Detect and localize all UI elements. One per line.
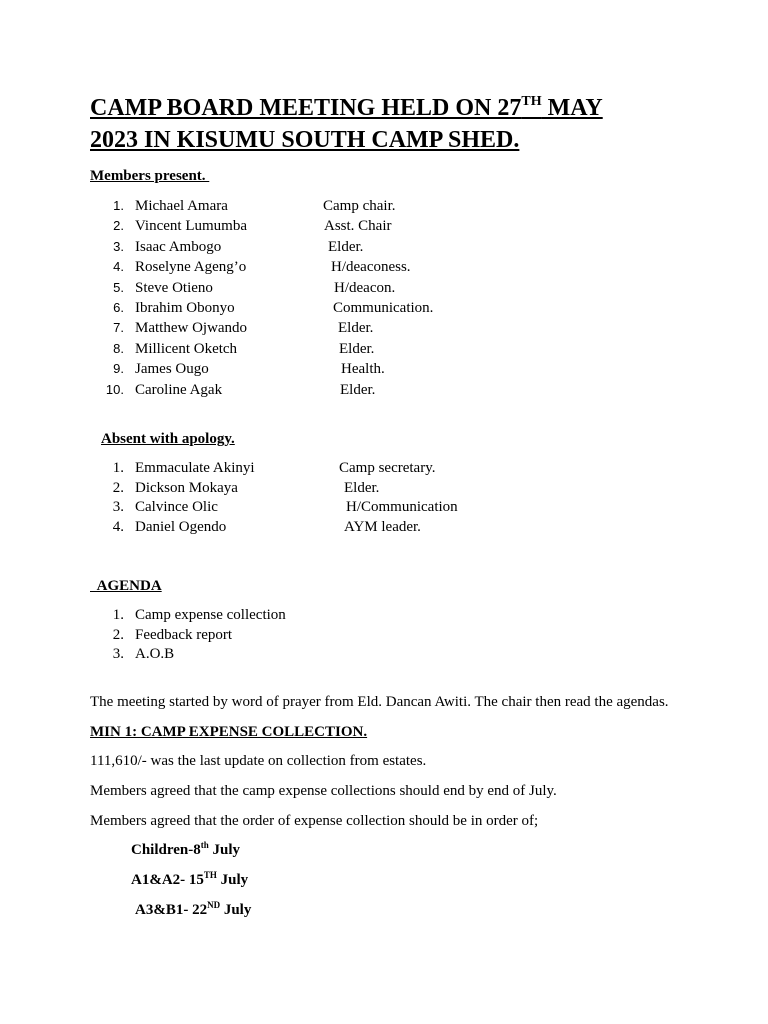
list-number: 1. xyxy=(112,460,124,476)
agenda-item-label: Camp expense collection xyxy=(135,607,286,623)
list-number: 2. xyxy=(112,626,124,643)
list-number: 9. xyxy=(113,361,124,377)
opening-paragraph: The meeting started by word of prayer from Eld. Dancan Awiti. The chair then read the agendas. xyxy=(90,694,669,710)
absent-heading: Absent with apology. xyxy=(101,431,235,447)
list-number: 1. xyxy=(112,607,124,623)
order-superscript: ND xyxy=(207,900,221,910)
members-present-heading: Members present. xyxy=(90,168,210,184)
member-name: Dickson Mokaya xyxy=(135,479,238,496)
collection-order-item xyxy=(135,902,251,919)
order-month: July xyxy=(216,872,249,888)
member-name: Ibrahim Obonyo xyxy=(135,299,235,316)
member-role: Health. xyxy=(341,361,385,378)
agenda-item-label: A.O.B xyxy=(135,646,175,662)
member-role: Elder. xyxy=(340,381,376,398)
member-name: Millicent Oketch xyxy=(135,340,238,357)
title-line1-superscript: TH xyxy=(521,94,542,109)
member-role: AYM leader. xyxy=(344,518,421,535)
agenda-heading: AGENDA xyxy=(90,578,162,594)
member-role: Elder. xyxy=(339,340,375,357)
document-title xyxy=(90,92,730,156)
member-role: Elder. xyxy=(328,238,364,255)
member-role: H/deacon. xyxy=(334,279,396,296)
title-line1-prefix: CAMP BOARD MEETING HELD ON 27 xyxy=(90,95,522,121)
list-number: 3. xyxy=(112,499,124,515)
member-name: Michael Amara xyxy=(135,198,228,214)
list-number: 4. xyxy=(113,259,124,275)
member-name: Matthew Ojwando xyxy=(135,320,248,337)
order-month: July xyxy=(208,842,241,858)
member-name: Steve Otieno xyxy=(135,279,213,296)
member-name: Emmaculate Akinyi xyxy=(135,460,255,476)
member-role: Camp secretary. xyxy=(339,460,436,476)
member-name: Isaac Ambogo xyxy=(135,238,222,255)
member-role: Elder. xyxy=(344,479,380,496)
collection-order-item xyxy=(131,842,240,859)
list-number: 6. xyxy=(113,299,124,315)
list-number: 4. xyxy=(112,518,124,535)
list-number: 8. xyxy=(113,340,124,356)
min1-paragraph-1: 111,610/- was the last update on collection from estates. xyxy=(90,753,427,769)
order-label: A1&A2- 15 xyxy=(131,872,204,888)
agenda-item-label: Feedback report xyxy=(135,626,233,643)
order-month: July xyxy=(220,902,252,918)
list-number: 10. xyxy=(105,381,124,397)
member-role: H/Communication xyxy=(346,499,458,515)
list-number: 3. xyxy=(113,238,124,254)
member-name: James Ougo xyxy=(135,361,209,378)
list-number: 2. xyxy=(112,479,124,496)
list-number: 7. xyxy=(113,320,124,336)
order-superscript: th xyxy=(200,840,209,850)
order-label: A3&B1- 22 xyxy=(135,902,208,918)
member-role: H/deaconess. xyxy=(331,259,411,276)
member-name: Roselyne Ageng’o xyxy=(135,259,247,276)
list-number: 2. xyxy=(113,218,124,234)
list-number: 5. xyxy=(113,279,124,295)
min1-heading: MIN 1: CAMP EXPENSE COLLECTION. xyxy=(90,724,368,740)
member-role: Asst. Chair xyxy=(324,218,392,235)
title-line1-suffix: MAY xyxy=(541,95,603,121)
order-superscript: TH xyxy=(203,870,217,880)
member-role: Communication. xyxy=(333,299,434,316)
min1-paragraph-3: Members agreed that the order of expense collection should be in order of; xyxy=(90,813,539,829)
member-name: Caroline Agak xyxy=(135,381,223,398)
min1-paragraph-2: Members agreed that the camp expense collections should end by end of July. xyxy=(90,783,557,799)
list-number: 3. xyxy=(112,646,124,662)
member-role: Camp chair. xyxy=(323,198,396,214)
order-label: Children-8 xyxy=(131,842,201,858)
member-name: Daniel Ogendo xyxy=(135,518,227,535)
list-number: 1. xyxy=(113,198,124,213)
title-line2: 2023 IN KISUMU SOUTH CAMP SHED. xyxy=(90,127,520,153)
member-role: Elder. xyxy=(338,320,374,337)
member-name: Calvince Olic xyxy=(135,499,218,515)
collection-order-item xyxy=(131,872,248,889)
member-name: Vincent Lumumba xyxy=(135,218,247,235)
